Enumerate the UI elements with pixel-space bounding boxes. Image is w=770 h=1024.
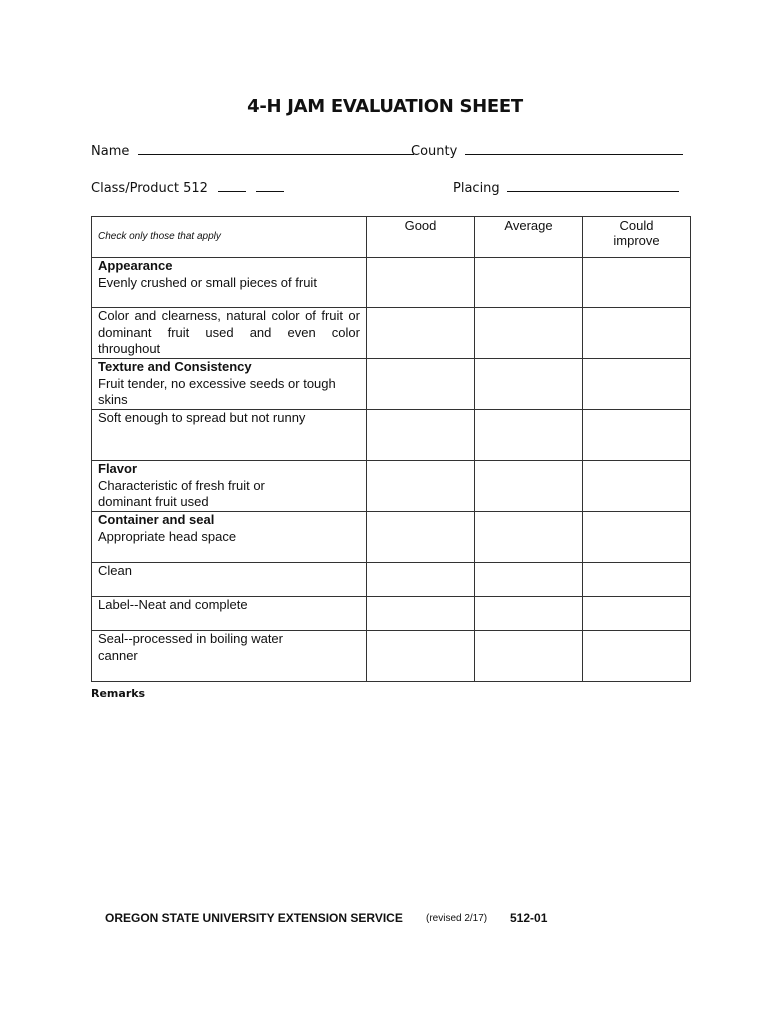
- column-header-good: Good: [367, 217, 475, 258]
- table-row: [92, 597, 691, 631]
- evaluation-table: [91, 216, 691, 682]
- average-checkbox[interactable]: [475, 563, 583, 597]
- criterion-text: Color and clearness, natural color of fruit or dominant fruit used and even color throughout: [98, 308, 360, 356]
- good-checkbox[interactable]: [367, 258, 475, 308]
- criterion-cell: [92, 359, 367, 410]
- could-improve-checkbox[interactable]: [583, 308, 691, 359]
- county-field-row: [411, 140, 683, 159]
- table-row: [92, 512, 691, 563]
- criterion-text: Seal--processed in boiling water canner: [98, 631, 283, 663]
- good-checkbox[interactable]: [367, 512, 475, 563]
- good-checkbox[interactable]: [367, 461, 475, 512]
- header-row: [92, 217, 691, 258]
- name-label: Name: [91, 144, 130, 159]
- criterion-text: Clean: [98, 563, 132, 578]
- class-line-1[interactable]: [218, 177, 246, 192]
- could-improve-checkbox[interactable]: [583, 512, 691, 563]
- could-improve-checkbox[interactable]: [583, 597, 691, 631]
- average-checkbox[interactable]: [475, 461, 583, 512]
- good-checkbox[interactable]: [367, 631, 475, 682]
- table-row: [92, 308, 691, 359]
- category-label: Container and seal: [98, 512, 215, 527]
- criterion-text: Appropriate head space: [98, 528, 237, 544]
- placing-field-row: [453, 177, 679, 196]
- criterion-cell: [92, 258, 367, 308]
- criterion-cell: [92, 410, 367, 461]
- criterion-cell: [92, 631, 367, 682]
- category-label: Texture and Consistency: [98, 359, 252, 374]
- table-row: [92, 410, 691, 461]
- could-improve-checkbox[interactable]: [583, 359, 691, 410]
- criterion-cell: [92, 308, 367, 359]
- category-label: Appearance: [98, 258, 173, 273]
- average-checkbox[interactable]: [475, 308, 583, 359]
- class-line-2[interactable]: [256, 177, 284, 192]
- page-title: 4-H JAM EVALUATION SHEET: [247, 96, 523, 117]
- criterion-text: Soft enough to spread but not runny: [98, 410, 306, 425]
- could-improve-label: Could improve: [613, 218, 660, 248]
- average-checkbox[interactable]: [475, 359, 583, 410]
- criterion-text: Fruit tender, no excessive seeds or tough skins: [98, 375, 336, 407]
- good-checkbox[interactable]: [367, 410, 475, 461]
- could-improve-checkbox[interactable]: [583, 631, 691, 682]
- column-header-average: Average: [475, 217, 583, 258]
- placing-line[interactable]: [507, 177, 679, 192]
- could-improve-checkbox[interactable]: [583, 563, 691, 597]
- criterion-text: Label--Neat and complete: [98, 597, 248, 612]
- footer-revised: (revised 2/17): [426, 913, 488, 924]
- could-improve-checkbox[interactable]: [583, 461, 691, 512]
- name-field-row: [91, 140, 414, 159]
- name-line[interactable]: [138, 140, 414, 155]
- instruction-text: Check only those that apply: [98, 231, 221, 242]
- instruction-cell: [92, 217, 367, 258]
- good-checkbox[interactable]: [367, 563, 475, 597]
- column-header-could-improve: [583, 217, 691, 258]
- table-row: [92, 359, 691, 410]
- criterion-text: Evenly crushed or small pieces of fruit: [98, 274, 317, 290]
- placing-label: Placing: [453, 181, 500, 196]
- average-checkbox[interactable]: [475, 258, 583, 308]
- footer-code: 512-01: [510, 911, 548, 925]
- average-checkbox[interactable]: [475, 631, 583, 682]
- remarks-label: Remarks: [91, 687, 146, 700]
- good-checkbox[interactable]: [367, 308, 475, 359]
- table-row: [92, 563, 691, 597]
- could-improve-checkbox[interactable]: [583, 258, 691, 308]
- table-row: [92, 631, 691, 682]
- table-row: [92, 461, 691, 512]
- could-improve-checkbox[interactable]: [583, 410, 691, 461]
- table-row: [92, 258, 691, 308]
- class-label: Class/Product 512: [91, 181, 208, 196]
- category-label: Flavor: [98, 461, 138, 476]
- class-field-row: [91, 177, 284, 196]
- criterion-text: Characteristic of fresh fruit or dominant fruit used: [98, 477, 265, 509]
- county-line[interactable]: [465, 140, 683, 155]
- criterion-cell: [92, 563, 367, 597]
- average-checkbox[interactable]: [475, 597, 583, 631]
- average-checkbox[interactable]: [475, 512, 583, 563]
- footer-org: OREGON STATE UNIVERSITY EXTENSION SERVICE: [105, 911, 403, 925]
- good-checkbox[interactable]: [367, 359, 475, 410]
- average-checkbox[interactable]: [475, 410, 583, 461]
- criterion-cell: [92, 512, 367, 563]
- good-checkbox[interactable]: [367, 597, 475, 631]
- criterion-cell: [92, 461, 367, 512]
- county-label: County: [411, 144, 458, 159]
- criterion-cell: [92, 597, 367, 631]
